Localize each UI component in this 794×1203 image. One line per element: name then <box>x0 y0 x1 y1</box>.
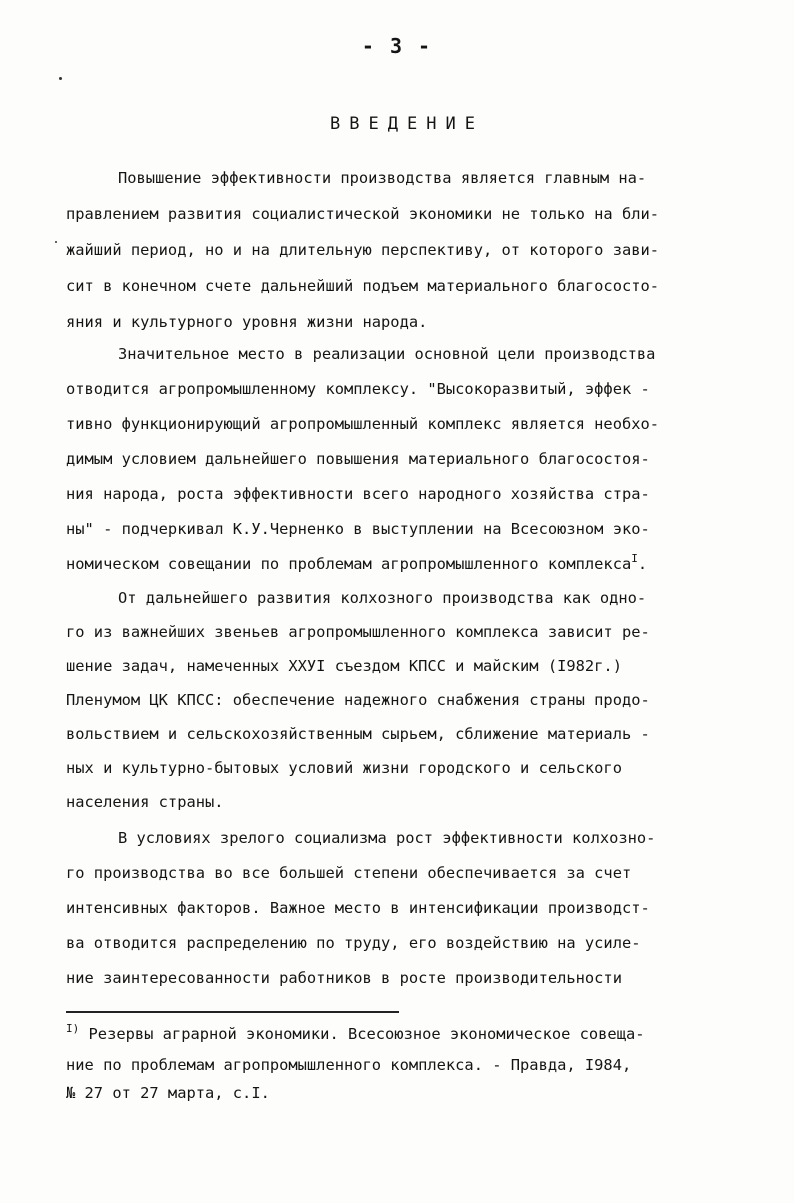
paragraph-line: От дальнейшего развития колхозного производства как одно- <box>118 589 647 607</box>
paragraph-line: го из важнейших звеньев агропромышленного комплекса зависит ре- <box>66 623 650 641</box>
paragraph-line: сит в конечном счете дальнейший подъем материального благососто- <box>66 277 660 295</box>
paragraph-line-last <box>66 554 647 574</box>
paragraph-line: Значительное место в реализации основной цели производства <box>118 345 656 363</box>
paragraph-line: ние заинтересованности работников в росте производительности <box>66 969 622 987</box>
paragraph-line: интенсивных факторов. Важное место в интенсификации производст- <box>66 899 650 917</box>
paragraph-line: вольствием и сельскохозяйственным сырьем, сближение материаль - <box>66 725 650 743</box>
footnote-text: Резервы аграрной экономики. Всесоюзное экономическое совеща- <box>88 1025 645 1043</box>
paragraph-line: жайший период, но и на длительную перспективу, от которого зави- <box>66 241 660 259</box>
footnote-reference: I <box>631 552 638 565</box>
sentence-end: . <box>637 555 648 573</box>
paragraph-line: ных и культурно-бытовых условий жизни городского и сельского <box>66 759 622 777</box>
paragraph-line: яния и культурного уровня жизни народа. <box>66 313 428 331</box>
paragraph-line: ва отводится распределению по труду, его воздействию на усиле- <box>66 934 641 952</box>
paragraph-line: тивно функционирующий агропромышленный комплекс является необхо- <box>66 415 660 433</box>
paragraph-line: отводится агропромышленному комплексу. "Высокоразвитый, эффек - <box>66 380 650 398</box>
paragraph-line-text: номическом совещании по проблемам агропромышленного комплекса <box>66 555 632 573</box>
footnote-divider <box>66 1011 399 1013</box>
paragraph-line: ния народа, роста эффективности всего народного хозяйства стра- <box>66 485 650 503</box>
page-number: - 3 - <box>361 34 433 58</box>
scan-speck <box>55 241 57 243</box>
paragraph-line: го производства во все большей степени обеспечивается за счет <box>66 864 632 882</box>
footnote-marker: I) <box>66 1022 80 1035</box>
paragraph-line: населения страны. <box>66 793 224 811</box>
paragraph-line: В условиях зрелого социализма рост эффективности колхозно- <box>118 829 656 847</box>
paragraph-line: ны" - подчеркивал К.У.Черненко в выступлении на Всесоюзном эко- <box>66 520 650 538</box>
paragraph-line: Повышение эффективности производства является главным на- <box>118 169 647 187</box>
paragraph-line: шение задач, намеченных ХХУI съездом КПСС и майским (I982г.) <box>66 657 622 675</box>
footnote-line-first <box>66 1024 645 1044</box>
scan-speck <box>59 77 62 80</box>
footnote-line: № 27 от 27 марта, с.I. <box>66 1084 270 1102</box>
section-heading: ВВЕДЕНИЕ <box>330 114 484 134</box>
footnote-line: ние по проблемам агропромышленного комплекса. - Правда, I984, <box>66 1056 632 1074</box>
paragraph-line: димым условием дальнейшего повышения материального благосостоя- <box>66 450 650 468</box>
paragraph-line: правлением развития социалистической экономики не только на бли- <box>66 205 660 223</box>
paragraph-line: Пленумом ЦК КПСС: обеспечение надежного снабжения страны продо- <box>66 691 650 709</box>
